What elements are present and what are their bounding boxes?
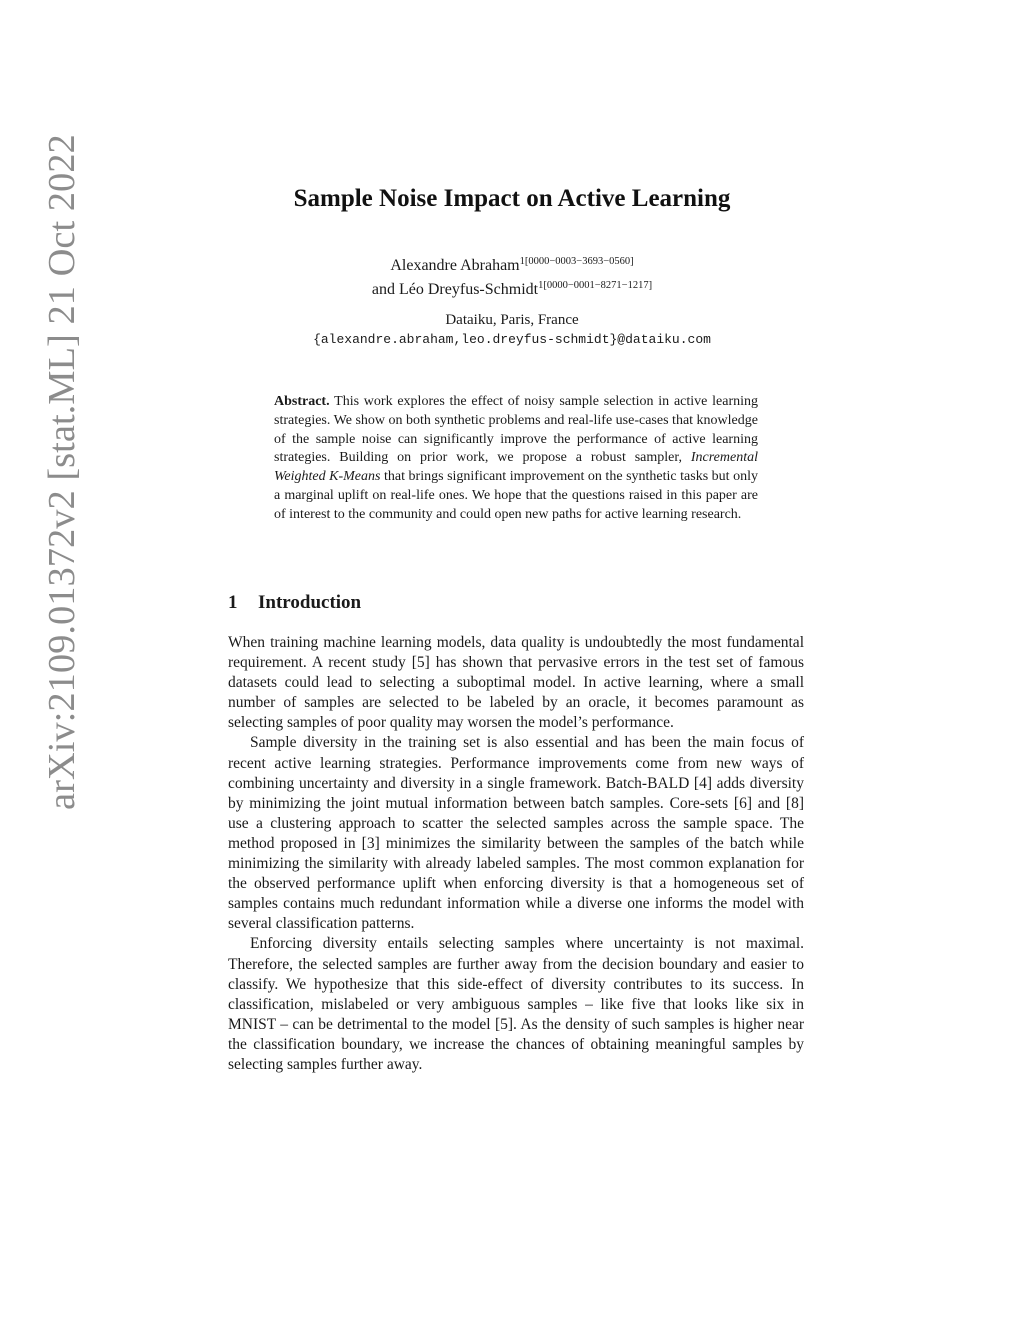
paper-title: Sample Noise Impact on Active Learning xyxy=(293,185,731,212)
author-name: Léo Dreyfus-Schmidt xyxy=(399,281,539,298)
author-line-1 xyxy=(0,252,1024,276)
section-heading xyxy=(228,592,361,614)
author-orcid: [0000−0003−3693−0560] xyxy=(524,256,634,267)
author-affiliation-mark: 1 xyxy=(538,280,544,291)
author-emails: {alexandre.abraham,leo.dreyfus-schmidt}@dataiku.com xyxy=(313,332,711,347)
author-block xyxy=(0,252,1024,300)
author-line-2 xyxy=(0,276,1024,300)
section-number: 1 xyxy=(228,592,238,613)
section-body xyxy=(228,633,804,1075)
affiliation-block xyxy=(0,310,1024,350)
author-name: Alexandre Abraham xyxy=(390,257,520,274)
author-conjunction: and xyxy=(371,281,399,298)
paragraph: Sample diversity in the training set is also essential and has been the main focus of recent active learning strategies. Performance improvements come from new ways of combining uncertainty and diversity in a single framework. Batch-BALD [4] adds diversity by minimizing the joint mutual information between batch samples. Core-sets [6] and [8] use a clustering approach to scatter the selected samples across the sample space. The method proposed in [3] minimizes the similarity between the samples of the batch while minimizing the similarity with already labeled samples. The most common explanation for the observed performance uplift when enforcing diversity is that a homogeneous set of samples contains much redundant information while a diverse one informs the model with several classification patterns. xyxy=(228,734,804,933)
abstract-label: Abstract. xyxy=(274,394,330,409)
paragraph: Enforcing diversity entails selecting samples where uncertainty is not maximal. Therefore, the selected samples are further away from the decision boundary and easier to classify. We hypothesize that this side-effect of diversity contributes to its success. In classification, mislabeled or very ambiguous samples – like five that looks like six in MNIST – can be detrimental to the model [5]. As the density of such samples is higher near the classification boundary, we increase the chances of obtaining meaningful samples by selecting samples further away. xyxy=(228,935,804,1073)
abstract-text: This work explores the effect of noisy sample selection in active learning strategies. We show on both synthetic problems and real-life use-cases that knowledge of the sample noise can significantly improve the performance of active learning strategies. Building on prior work, we propose a robust sampler, xyxy=(274,394,759,466)
abstract-text: that brings significant improvement on the synthetic tasks but only a marginal uplift on real-life ones. We hope that the questions raised in this paper are of interest to the community and could open new paths for active learning research. xyxy=(274,469,758,522)
author-affiliation-mark: 1 xyxy=(519,256,525,267)
abstract xyxy=(274,393,758,525)
paragraph: When training machine learning models, data quality is undoubtedly the most fundamental requirement. A recent study [5] has shown that pervasive errors in the test set of famous datasets could lead to selecting a suboptimal model. In active learning, where a small number of samples are selected to be labeled by an oracle, it becomes paramount as selecting samples of poor quality may worsen the model’s performance. xyxy=(228,634,804,732)
section-title: Introduction xyxy=(258,592,362,613)
institution: Dataiku, Paris, France xyxy=(445,312,579,328)
abstract-emphasis: Incremental Weighted K-Means xyxy=(274,450,758,485)
arxiv-side-stamp: arXiv:2109.01372v2 [stat.ML] 21 Oct 2022 xyxy=(41,134,83,810)
author-orcid: [0000−0001−8271−1217] xyxy=(543,280,653,291)
